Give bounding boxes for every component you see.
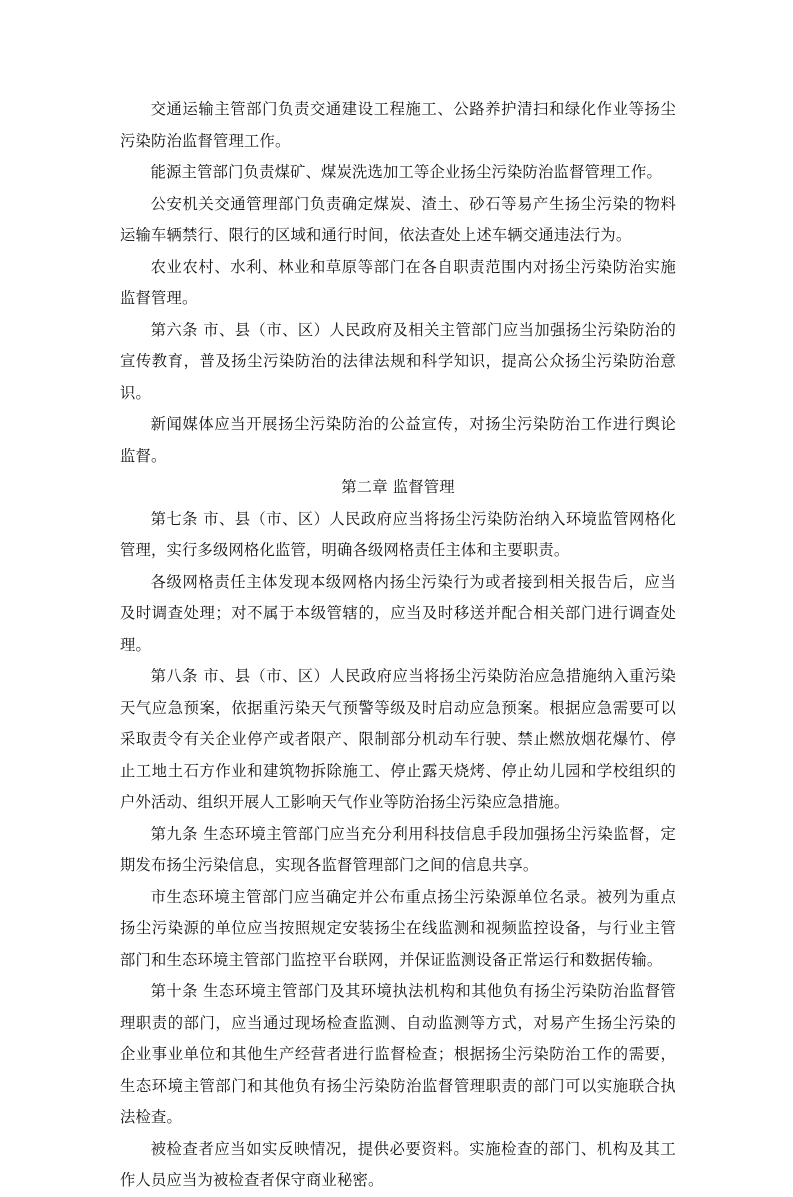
paragraph-news-media: 新闻媒体应当开展扬尘污染防治的公益宣传，对扬尘污染防治工作进行舆论监督。 [120, 415, 676, 465]
paragraph-grid-responsibility: 各级网格责任主体发现本级网格内扬尘污染行为或者接到相关报告后，应当及时调查处理；对不属于本级管辖的，应当及时移送并配合相关部门进行调查处理。 [120, 572, 676, 654]
paragraph-inspected-parties: 被检查者应当如实反映情况，提供必要资料。实施检查的部门、机构及其工作人员应当为被检查者保守商业秘密。 [120, 1139, 676, 1189]
chapter-heading: 第二章 监督管理 [341, 478, 455, 496]
document-page [120, 94, 676, 1197]
article-8: 第八条 市、县（市、区）人民政府应当将扬尘污染防治应急措施纳入重污染天气应急预案，依据重污染天气预警等级及时启动应急预案。根据应急需要可以采取责令有关企业停产或者限产、限制部分机动车行驶、禁止燃放烟花爆竹、停止工地土石方作业和建筑物拆除施工、停止露天烧烤、停止幼儿园和学校组织的户外活动、组织开展人工影响天气作业等防治扬尘污染应急措施。 [120, 667, 676, 811]
article-7: 第七条 市、县（市、区）人民政府应当将扬尘污染防治纳入环境监管网格化管理，实行多级网格化监管，明确各级网格责任主体和主要职责。 [120, 509, 676, 559]
paragraph-agriculture-water-forestry: 农业农村、水利、林业和草原等部门在各自职责范围内对扬尘污染防治实施监督管理。 [120, 257, 676, 307]
paragraph-key-pollution-sources: 市生态环境主管部门应当确定并公布重点扬尘污染源单位名录。被列为重点扬尘污染源的单位应当按照规定安装扬尘在线监测和视频监控设备，与行业主管部门和生态环境主管部门监控平台联网，并保证监测设备正常运行和数据传输。 [120, 887, 676, 969]
article-6: 第六条 市、县（市、区）人民政府及相关主管部门应当加强扬尘污染防治的宣传教育，普及扬尘污染防治的法律法规和科学知识，提高公众扬尘污染防治意识。 [120, 320, 676, 402]
paragraph-public-security-traffic: 公安机关交通管理部门负责确定煤炭、渣土、砂石等易产生扬尘污染的物料运输车辆禁行、限行的区域和通行时间，依法查处上述车辆交通违法行为。 [120, 194, 676, 244]
paragraph-energy-dept: 能源主管部门负责煤矿、煤炭洗选加工等企业扬尘污染防治监督管理工作。 [150, 163, 662, 181]
paragraph-transport-dept: 交通运输主管部门负责交通建设工程施工、公路养护清扫和绿化作业等扬尘污染防治监督管理工作。 [120, 100, 676, 150]
article-9: 第九条 生态环境主管部门应当充分利用科技信息手段加强扬尘污染监督，定期发布扬尘污染信息，实现各监督管理部门之间的信息共享。 [120, 824, 676, 874]
article-10: 第十条 生态环境主管部门及其环境执法机构和其他负有扬尘污染防治监督管理职责的部门，应当通过现场检查监测、自动监测等方式，对易产生扬尘污染的企业事业单位和其他生产经营者进行监督检查；根据扬尘污染防治工作的需要，生态环境主管部门和其他负有扬尘污染防治监督管理职责的部门可以实施联合执法检查。 [120, 982, 676, 1126]
